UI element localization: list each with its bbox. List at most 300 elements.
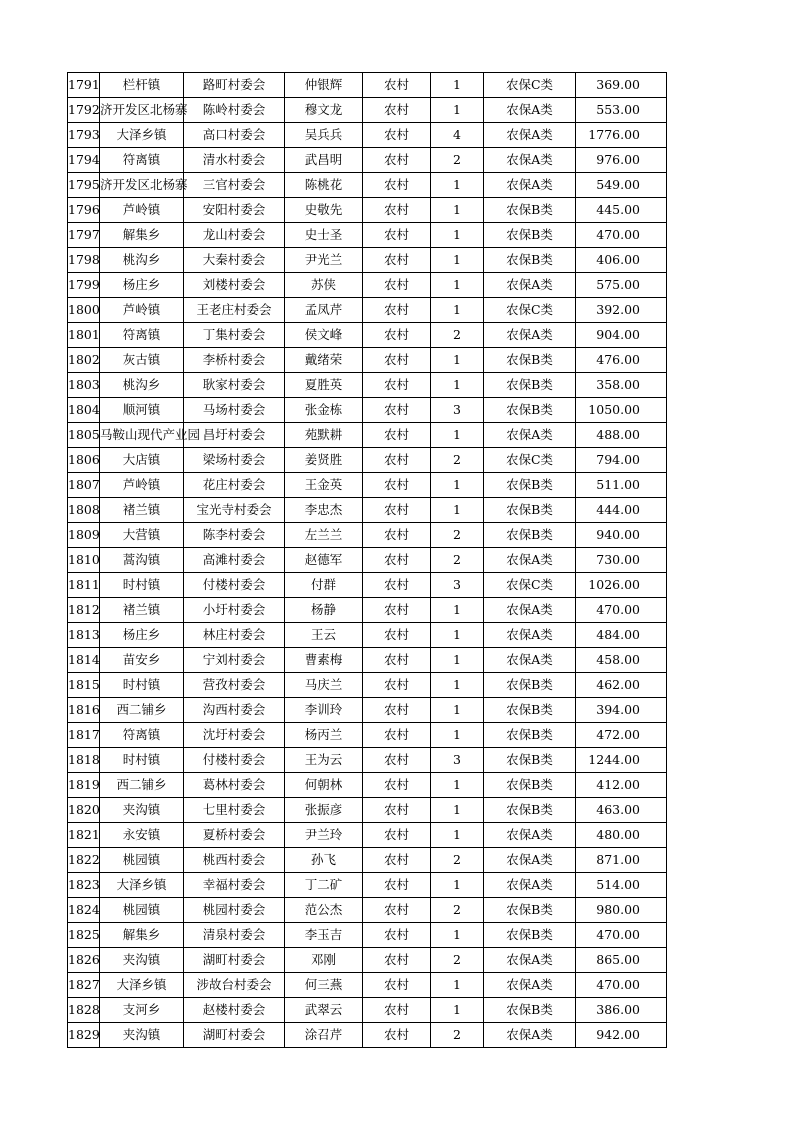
town-cell: 大泽乡镇 — [100, 123, 184, 148]
amount-cell: 511.00 — [576, 473, 667, 498]
name-cell: 王为云 — [285, 748, 363, 773]
area-type-cell: 农村 — [363, 173, 431, 198]
table-row — [68, 448, 667, 473]
household-size-cell: 3 — [431, 398, 484, 423]
village-cell: 王老庄村委会 — [184, 298, 285, 323]
household-size-cell: 2 — [431, 898, 484, 923]
table-row — [68, 948, 667, 973]
table-row — [68, 423, 667, 448]
town-cell: 芦岭镇 — [100, 298, 184, 323]
household-size-cell: 1 — [431, 998, 484, 1023]
category-cell: 农保A类 — [484, 948, 576, 973]
amount-cell: 794.00 — [576, 448, 667, 473]
village-cell: 大秦村委会 — [184, 248, 285, 273]
name-cell: 邓刚 — [285, 948, 363, 973]
amount-cell: 940.00 — [576, 523, 667, 548]
table-row — [68, 898, 667, 923]
amount-cell: 980.00 — [576, 898, 667, 923]
name-cell: 夏胜英 — [285, 373, 363, 398]
amount-cell: 484.00 — [576, 623, 667, 648]
table-row — [68, 273, 667, 298]
town-cell: 济开发区北杨寨 — [100, 98, 184, 123]
town-cell: 符离镇 — [100, 148, 184, 173]
area-type-cell: 农村 — [363, 948, 431, 973]
name-cell: 武昌明 — [285, 148, 363, 173]
area-type-cell: 农村 — [363, 598, 431, 623]
name-cell: 仲银辉 — [285, 73, 363, 98]
table-row — [68, 1023, 667, 1048]
area-type-cell: 农村 — [363, 248, 431, 273]
area-type-cell: 农村 — [363, 348, 431, 373]
amount-cell: 488.00 — [576, 423, 667, 448]
category-cell: 农保B类 — [484, 898, 576, 923]
category-cell: 农保B类 — [484, 198, 576, 223]
category-cell: 农保B类 — [484, 373, 576, 398]
household-size-cell: 2 — [431, 848, 484, 873]
category-cell: 农保A类 — [484, 98, 576, 123]
amount-cell: 942.00 — [576, 1023, 667, 1048]
town-cell: 解集乡 — [100, 223, 184, 248]
village-cell: 付楼村委会 — [184, 748, 285, 773]
category-cell: 农保A类 — [484, 323, 576, 348]
amount-cell: 470.00 — [576, 973, 667, 998]
amount-cell: 553.00 — [576, 98, 667, 123]
name-cell: 史士圣 — [285, 223, 363, 248]
area-type-cell: 农村 — [363, 223, 431, 248]
row-number: 1799 — [68, 273, 100, 298]
name-cell: 李玉吉 — [285, 923, 363, 948]
amount-cell: 463.00 — [576, 798, 667, 823]
town-cell: 桃沟乡 — [100, 248, 184, 273]
row-number: 1816 — [68, 698, 100, 723]
town-cell: 桃园镇 — [100, 898, 184, 923]
amount-cell: 406.00 — [576, 248, 667, 273]
village-cell: 小圩村委会 — [184, 598, 285, 623]
table-row — [68, 498, 667, 523]
household-size-cell: 1 — [431, 248, 484, 273]
town-cell: 褚兰镇 — [100, 598, 184, 623]
amount-cell: 575.00 — [576, 273, 667, 298]
town-cell: 符离镇 — [100, 323, 184, 348]
village-cell: 耿家村委会 — [184, 373, 285, 398]
row-number: 1806 — [68, 448, 100, 473]
household-size-cell: 1 — [431, 73, 484, 98]
amount-cell: 976.00 — [576, 148, 667, 173]
household-size-cell: 1 — [431, 473, 484, 498]
area-type-cell: 农村 — [363, 673, 431, 698]
area-type-cell: 农村 — [363, 873, 431, 898]
row-number: 1800 — [68, 298, 100, 323]
village-cell: 湖町村委会 — [184, 948, 285, 973]
area-type-cell: 农村 — [363, 548, 431, 573]
name-cell: 何朝林 — [285, 773, 363, 798]
town-cell: 桃沟乡 — [100, 373, 184, 398]
row-number: 1820 — [68, 798, 100, 823]
town-cell: 苗安乡 — [100, 648, 184, 673]
town-cell: 桃园镇 — [100, 848, 184, 873]
table-row — [68, 298, 667, 323]
household-size-cell: 2 — [431, 148, 484, 173]
village-cell: 昌圩村委会 — [184, 423, 285, 448]
area-type-cell: 农村 — [363, 698, 431, 723]
town-cell: 夹沟镇 — [100, 948, 184, 973]
category-cell: 农保B类 — [484, 698, 576, 723]
row-number: 1803 — [68, 373, 100, 398]
area-type-cell: 农村 — [363, 748, 431, 773]
town-cell: 大泽乡镇 — [100, 873, 184, 898]
table-row — [68, 873, 667, 898]
category-cell: 农保A类 — [484, 548, 576, 573]
table-row — [68, 373, 667, 398]
household-size-cell: 3 — [431, 573, 484, 598]
village-cell: 清泉村委会 — [184, 923, 285, 948]
name-cell: 何三燕 — [285, 973, 363, 998]
table-row — [68, 798, 667, 823]
amount-cell: 462.00 — [576, 673, 667, 698]
area-type-cell: 农村 — [363, 648, 431, 673]
row-number: 1801 — [68, 323, 100, 348]
category-cell: 农保B类 — [484, 773, 576, 798]
name-cell: 苑默耕 — [285, 423, 363, 448]
category-cell: 农保B类 — [484, 748, 576, 773]
name-cell: 付群 — [285, 573, 363, 598]
town-cell: 栏杆镇 — [100, 73, 184, 98]
area-type-cell: 农村 — [363, 498, 431, 523]
category-cell: 农保B类 — [484, 923, 576, 948]
area-type-cell: 农村 — [363, 448, 431, 473]
area-type-cell: 农村 — [363, 423, 431, 448]
town-cell: 解集乡 — [100, 923, 184, 948]
row-number: 1797 — [68, 223, 100, 248]
category-cell: 农保B类 — [484, 473, 576, 498]
row-number: 1817 — [68, 723, 100, 748]
area-type-cell: 农村 — [363, 773, 431, 798]
town-cell: 灰古镇 — [100, 348, 184, 373]
table-row — [68, 573, 667, 598]
table-body — [68, 73, 667, 1048]
town-cell: 永安镇 — [100, 823, 184, 848]
name-cell: 丁二矿 — [285, 873, 363, 898]
category-cell: 农保C类 — [484, 573, 576, 598]
category-cell: 农保A类 — [484, 273, 576, 298]
village-cell: 马场村委会 — [184, 398, 285, 423]
category-cell: 农保B类 — [484, 223, 576, 248]
household-size-cell: 1 — [431, 873, 484, 898]
village-cell: 刘楼村委会 — [184, 273, 285, 298]
village-cell: 清水村委会 — [184, 148, 285, 173]
town-cell: 符离镇 — [100, 723, 184, 748]
name-cell: 戴绪荣 — [285, 348, 363, 373]
name-cell: 武翠云 — [285, 998, 363, 1023]
category-cell: 农保A类 — [484, 623, 576, 648]
amount-cell: 549.00 — [576, 173, 667, 198]
table-row — [68, 173, 667, 198]
category-cell: 农保A类 — [484, 848, 576, 873]
category-cell: 农保B类 — [484, 523, 576, 548]
name-cell: 孙飞 — [285, 848, 363, 873]
row-number: 1793 — [68, 123, 100, 148]
area-type-cell: 农村 — [363, 523, 431, 548]
name-cell: 曹素梅 — [285, 648, 363, 673]
household-size-cell: 2 — [431, 323, 484, 348]
town-cell: 大泽乡镇 — [100, 973, 184, 998]
town-cell: 芦岭镇 — [100, 473, 184, 498]
village-cell: 七里村委会 — [184, 798, 285, 823]
row-number: 1811 — [68, 573, 100, 598]
town-cell: 时村镇 — [100, 573, 184, 598]
village-cell: 涉故台村委会 — [184, 973, 285, 998]
name-cell: 尹光兰 — [285, 248, 363, 273]
household-size-cell: 1 — [431, 223, 484, 248]
row-number: 1796 — [68, 198, 100, 223]
village-cell: 梁场村委会 — [184, 448, 285, 473]
village-cell: 夏桥村委会 — [184, 823, 285, 848]
category-cell: 农保A类 — [484, 148, 576, 173]
village-cell: 花庄村委会 — [184, 473, 285, 498]
village-cell: 沈圩村委会 — [184, 723, 285, 748]
table-row — [68, 723, 667, 748]
village-cell: 宝光寺村委会 — [184, 498, 285, 523]
village-cell: 葛林村委会 — [184, 773, 285, 798]
category-cell: 农保B类 — [484, 798, 576, 823]
category-cell: 农保A类 — [484, 123, 576, 148]
household-size-cell: 2 — [431, 448, 484, 473]
area-type-cell: 农村 — [363, 323, 431, 348]
table-row — [68, 923, 667, 948]
table-row — [68, 523, 667, 548]
household-size-cell: 2 — [431, 948, 484, 973]
name-cell: 吴兵兵 — [285, 123, 363, 148]
name-cell: 左兰兰 — [285, 523, 363, 548]
amount-cell: 458.00 — [576, 648, 667, 673]
town-cell: 夹沟镇 — [100, 798, 184, 823]
category-cell: 农保B类 — [484, 498, 576, 523]
household-size-cell: 1 — [431, 923, 484, 948]
name-cell: 孟凤芹 — [285, 298, 363, 323]
town-cell: 顺河镇 — [100, 398, 184, 423]
area-type-cell: 农村 — [363, 148, 431, 173]
area-type-cell: 农村 — [363, 798, 431, 823]
village-cell: 三官村委会 — [184, 173, 285, 198]
area-type-cell: 农村 — [363, 398, 431, 423]
table-row — [68, 323, 667, 348]
table-row — [68, 773, 667, 798]
name-cell: 史敬先 — [285, 198, 363, 223]
relief-roster-table — [67, 72, 667, 1048]
table-row — [68, 123, 667, 148]
name-cell: 涂召芹 — [285, 1023, 363, 1048]
row-number: 1807 — [68, 473, 100, 498]
name-cell: 马庆兰 — [285, 673, 363, 698]
name-cell: 范公杰 — [285, 898, 363, 923]
table-row — [68, 248, 667, 273]
category-cell: 农保A类 — [484, 598, 576, 623]
category-cell: 农保A类 — [484, 1023, 576, 1048]
name-cell: 姜贤胜 — [285, 448, 363, 473]
amount-cell: 480.00 — [576, 823, 667, 848]
category-cell: 农保A类 — [484, 173, 576, 198]
amount-cell: 514.00 — [576, 873, 667, 898]
area-type-cell: 农村 — [363, 973, 431, 998]
village-cell: 营孜村委会 — [184, 673, 285, 698]
row-number: 1815 — [68, 673, 100, 698]
category-cell: 农保B类 — [484, 673, 576, 698]
town-cell: 时村镇 — [100, 748, 184, 773]
village-cell: 赵楼村委会 — [184, 998, 285, 1023]
village-cell: 丁集村委会 — [184, 323, 285, 348]
amount-cell: 445.00 — [576, 198, 667, 223]
name-cell: 李忠杰 — [285, 498, 363, 523]
row-number: 1809 — [68, 523, 100, 548]
amount-cell: 1026.00 — [576, 573, 667, 598]
area-type-cell: 农村 — [363, 998, 431, 1023]
area-type-cell: 农村 — [363, 723, 431, 748]
name-cell: 陈桃花 — [285, 173, 363, 198]
amount-cell: 470.00 — [576, 223, 667, 248]
row-number: 1828 — [68, 998, 100, 1023]
name-cell: 赵德军 — [285, 548, 363, 573]
row-number: 1802 — [68, 348, 100, 373]
area-type-cell: 农村 — [363, 823, 431, 848]
row-number: 1823 — [68, 873, 100, 898]
amount-cell: 392.00 — [576, 298, 667, 323]
name-cell: 王金英 — [285, 473, 363, 498]
area-type-cell: 农村 — [363, 623, 431, 648]
name-cell: 苏侠 — [285, 273, 363, 298]
table-row — [68, 98, 667, 123]
table-row — [68, 348, 667, 373]
household-size-cell: 3 — [431, 748, 484, 773]
table-row — [68, 823, 667, 848]
row-number: 1795 — [68, 173, 100, 198]
row-number: 1808 — [68, 498, 100, 523]
table-row — [68, 673, 667, 698]
village-cell: 幸福村委会 — [184, 873, 285, 898]
village-cell: 付楼村委会 — [184, 573, 285, 598]
household-size-cell: 1 — [431, 673, 484, 698]
name-cell: 张金栋 — [285, 398, 363, 423]
row-number: 1826 — [68, 948, 100, 973]
name-cell: 张振彦 — [285, 798, 363, 823]
household-size-cell: 1 — [431, 98, 484, 123]
village-cell: 高口村委会 — [184, 123, 285, 148]
row-number: 1824 — [68, 898, 100, 923]
area-type-cell: 农村 — [363, 273, 431, 298]
amount-cell: 470.00 — [576, 598, 667, 623]
area-type-cell: 农村 — [363, 198, 431, 223]
town-cell: 褚兰镇 — [100, 498, 184, 523]
row-number: 1812 — [68, 598, 100, 623]
town-cell: 西二铺乡 — [100, 773, 184, 798]
village-cell: 李桥村委会 — [184, 348, 285, 373]
village-cell: 龙山村委会 — [184, 223, 285, 248]
amount-cell: 394.00 — [576, 698, 667, 723]
table-row — [68, 398, 667, 423]
table-row — [68, 748, 667, 773]
row-number: 1798 — [68, 248, 100, 273]
amount-cell: 412.00 — [576, 773, 667, 798]
name-cell: 穆文龙 — [285, 98, 363, 123]
household-size-cell: 2 — [431, 548, 484, 573]
household-size-cell: 1 — [431, 373, 484, 398]
row-number: 1814 — [68, 648, 100, 673]
category-cell: 农保A类 — [484, 973, 576, 998]
household-size-cell: 1 — [431, 273, 484, 298]
amount-cell: 444.00 — [576, 498, 667, 523]
row-number: 1822 — [68, 848, 100, 873]
table-row — [68, 598, 667, 623]
household-size-cell: 1 — [431, 423, 484, 448]
row-number: 1810 — [68, 548, 100, 573]
village-cell: 湖町村委会 — [184, 1023, 285, 1048]
table-row — [68, 198, 667, 223]
row-number: 1794 — [68, 148, 100, 173]
amount-cell: 472.00 — [576, 723, 667, 748]
village-cell: 沟西村委会 — [184, 698, 285, 723]
area-type-cell: 农村 — [363, 373, 431, 398]
name-cell: 尹兰玲 — [285, 823, 363, 848]
area-type-cell: 农村 — [363, 98, 431, 123]
household-size-cell: 1 — [431, 973, 484, 998]
row-number: 1818 — [68, 748, 100, 773]
household-size-cell: 1 — [431, 648, 484, 673]
household-size-cell: 1 — [431, 823, 484, 848]
household-size-cell: 1 — [431, 723, 484, 748]
town-cell: 蒿沟镇 — [100, 548, 184, 573]
table-row — [68, 473, 667, 498]
category-cell: 农保A类 — [484, 648, 576, 673]
town-cell: 西二铺乡 — [100, 698, 184, 723]
name-cell: 杨静 — [285, 598, 363, 623]
category-cell: 农保C类 — [484, 298, 576, 323]
table-row — [68, 648, 667, 673]
town-cell: 芦岭镇 — [100, 198, 184, 223]
name-cell: 杨丙兰 — [285, 723, 363, 748]
row-number: 1792 — [68, 98, 100, 123]
name-cell: 李训玲 — [285, 698, 363, 723]
table-row — [68, 973, 667, 998]
row-number: 1825 — [68, 923, 100, 948]
table-row — [68, 698, 667, 723]
village-cell: 路町村委会 — [184, 73, 285, 98]
town-cell: 夹沟镇 — [100, 1023, 184, 1048]
area-type-cell: 农村 — [363, 848, 431, 873]
row-number: 1827 — [68, 973, 100, 998]
town-cell: 杨庄乡 — [100, 623, 184, 648]
table-row — [68, 148, 667, 173]
name-cell: 王云 — [285, 623, 363, 648]
category-cell: 农保B类 — [484, 348, 576, 373]
household-size-cell: 1 — [431, 798, 484, 823]
row-number: 1804 — [68, 398, 100, 423]
village-cell: 陈岭村委会 — [184, 98, 285, 123]
category-cell: 农保B类 — [484, 723, 576, 748]
table-row — [68, 548, 667, 573]
area-type-cell: 农村 — [363, 898, 431, 923]
name-cell: 侯文峰 — [285, 323, 363, 348]
household-size-cell: 1 — [431, 623, 484, 648]
table-row — [68, 998, 667, 1023]
area-type-cell: 农村 — [363, 473, 431, 498]
area-type-cell: 农村 — [363, 73, 431, 98]
amount-cell: 1244.00 — [576, 748, 667, 773]
area-type-cell: 农村 — [363, 573, 431, 598]
village-cell: 陈李村委会 — [184, 523, 285, 548]
amount-cell: 1776.00 — [576, 123, 667, 148]
category-cell: 农保A类 — [484, 873, 576, 898]
town-cell: 大营镇 — [100, 523, 184, 548]
household-size-cell: 1 — [431, 348, 484, 373]
